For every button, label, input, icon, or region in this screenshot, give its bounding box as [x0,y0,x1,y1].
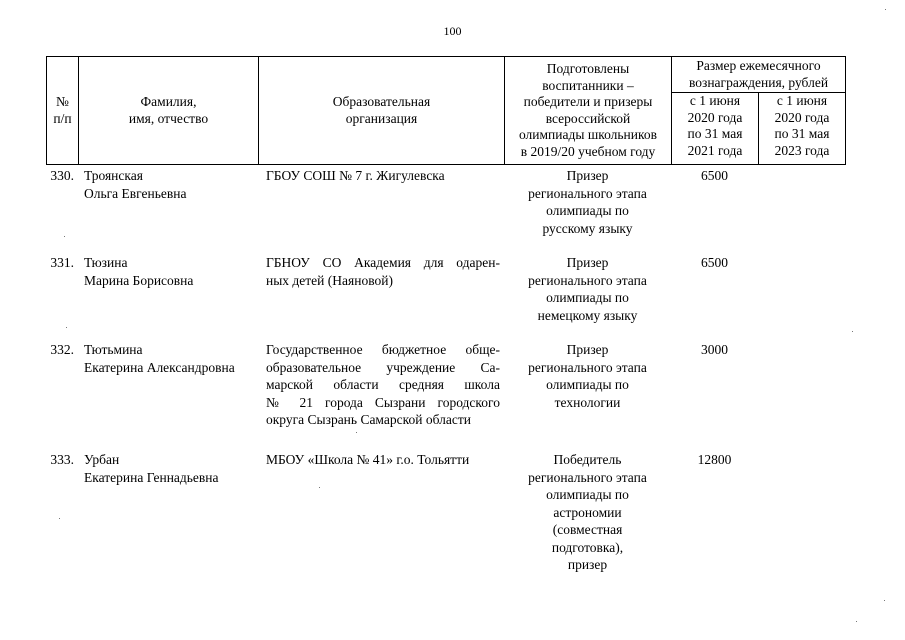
row-number: 331. [50,255,74,270]
scan-speck [852,331,853,332]
row-organization [258,341,504,451]
header-name [79,57,259,165]
row-achievement [504,451,671,581]
header-org [259,57,505,165]
table-row [46,451,845,581]
achievement-line: Призер [566,255,609,270]
row-number: 333. [50,452,74,467]
header-num-line: п/п [53,110,72,126]
header-org-line: Образовательная [332,94,431,109]
row-achievement [504,341,671,451]
achievement-line: русскому языку [542,220,633,236]
achievement-line: регионального этапа [528,469,647,485]
header-period-line: 2021 года [687,142,743,158]
row-number: 330. [50,168,74,183]
row-organization [258,254,504,341]
row-name [78,341,258,451]
org-line: ных детей (Наяновой) [266,272,393,288]
name-line: Урбан [84,452,120,467]
achievement-line: Призер [566,168,609,183]
name-line: Ольга Евгеньевна [84,185,187,201]
achievement-line: немецкому языку [537,307,638,323]
scan-speck [66,327,67,328]
row-number: 332. [50,342,74,357]
scan-speck [356,432,357,433]
header-period-line: 2020 года [687,109,743,125]
header-period-line: по 31 мая [774,126,830,141]
header-period-2 [759,93,846,165]
header-name-line: имя, отчество [128,110,209,126]
page-number: 100 [443,24,462,38]
name-line: Екатерина Александровна [84,359,235,375]
achievement-line: (совместная [552,522,623,537]
row-organization [258,167,504,254]
achievement-line: Призер [566,342,609,357]
achievement-line: астрономии [553,504,622,520]
row-name [78,167,258,254]
scan-speck [885,9,886,10]
header-period-line: 2023 года [774,142,830,158]
row-payment-period-1: 12800 [697,452,732,467]
header-period-line: по 31 мая [687,126,743,141]
header-name-line: Фамилия, [140,94,197,109]
header-prepared-line: олимпиады школьников [518,127,657,142]
scan-speck [884,600,885,601]
header-reward-line: вознаграждения, рублей [688,74,829,90]
scan-speck [59,518,60,519]
achievement-line: Победитель [553,452,622,467]
org-line: образовательное учреждение Са- [266,359,500,375]
header-org-line: организация [345,110,418,126]
header-prepared [505,57,672,165]
org-line: № 21 города Сызрани городского [266,394,500,410]
row-achievement [504,167,671,254]
header-period-line: с 1 июня [776,93,828,108]
header-period-1 [672,93,759,165]
row-payment-period-2 [758,167,845,254]
achievement-line: регионального этапа [528,272,647,288]
row-payment-period-2 [758,451,845,581]
header-num [47,57,79,165]
achievement-line: регионального этапа [528,359,647,375]
achievement-line: подготовка), [551,539,624,555]
row-organization [258,451,504,581]
org-line: Государственное бюджетное обще- [266,342,500,357]
name-line: Троянская [84,168,143,183]
scan-speck [856,621,857,622]
name-line: Тютьмина [84,342,143,357]
org-line: марской области средняя школа [266,377,500,392]
row-payment-period-1: 6500 [701,255,728,270]
achievement-line: олимпиады по [546,290,629,305]
row-payment-period-2 [758,254,845,341]
table-body [46,167,845,581]
scan-speck [319,487,320,488]
achievement-line: олимпиады по [546,203,629,218]
header-num-line: № [56,94,69,109]
table-row [46,341,845,451]
row-payment-period-1: 3000 [701,342,728,357]
name-line: Марина Борисовна [84,272,194,288]
header-prepared-line: Подготовлены [546,61,630,76]
achievement-line: олимпиады по [546,487,629,502]
table-header [46,56,846,165]
table-row [46,167,845,254]
achievement-line: олимпиады по [546,377,629,392]
org-line: ГБОУ СОШ № 7 г. Жигулевска [266,168,445,183]
row-name [78,254,258,341]
header-period-line: с 1 июня [689,93,741,108]
header-prepared-line: в 2019/20 учебном году [520,143,656,159]
achievement-line: технологии [554,394,621,410]
row-name [78,451,258,581]
achievement-line: призер [567,557,608,572]
header-reward [672,57,846,93]
header-reward-line: Размер ежемесячного [696,58,821,73]
achievement-line: регионального этапа [528,185,647,201]
table-row [46,254,845,341]
header-period-line: 2020 года [774,109,830,125]
name-line: Екатерина Геннадьевна [84,469,219,485]
row-payment-period-2 [758,341,845,451]
name-line: Тюзина [84,255,128,270]
row-payment-period-1: 6500 [701,168,728,183]
header-prepared-line: воспитанники – [542,77,634,93]
scan-speck [64,236,65,237]
row-achievement [504,254,671,341]
org-line: ГБНОУ СО Академия для одарен- [266,255,500,270]
org-line: МБОУ «Школа № 41» г.о. Тольятти [266,452,470,467]
header-prepared-line: всероссийской [545,110,631,126]
org-line: округа Сызрань Самарской области [266,412,471,427]
header-prepared-line: победители и призеры [523,94,653,109]
